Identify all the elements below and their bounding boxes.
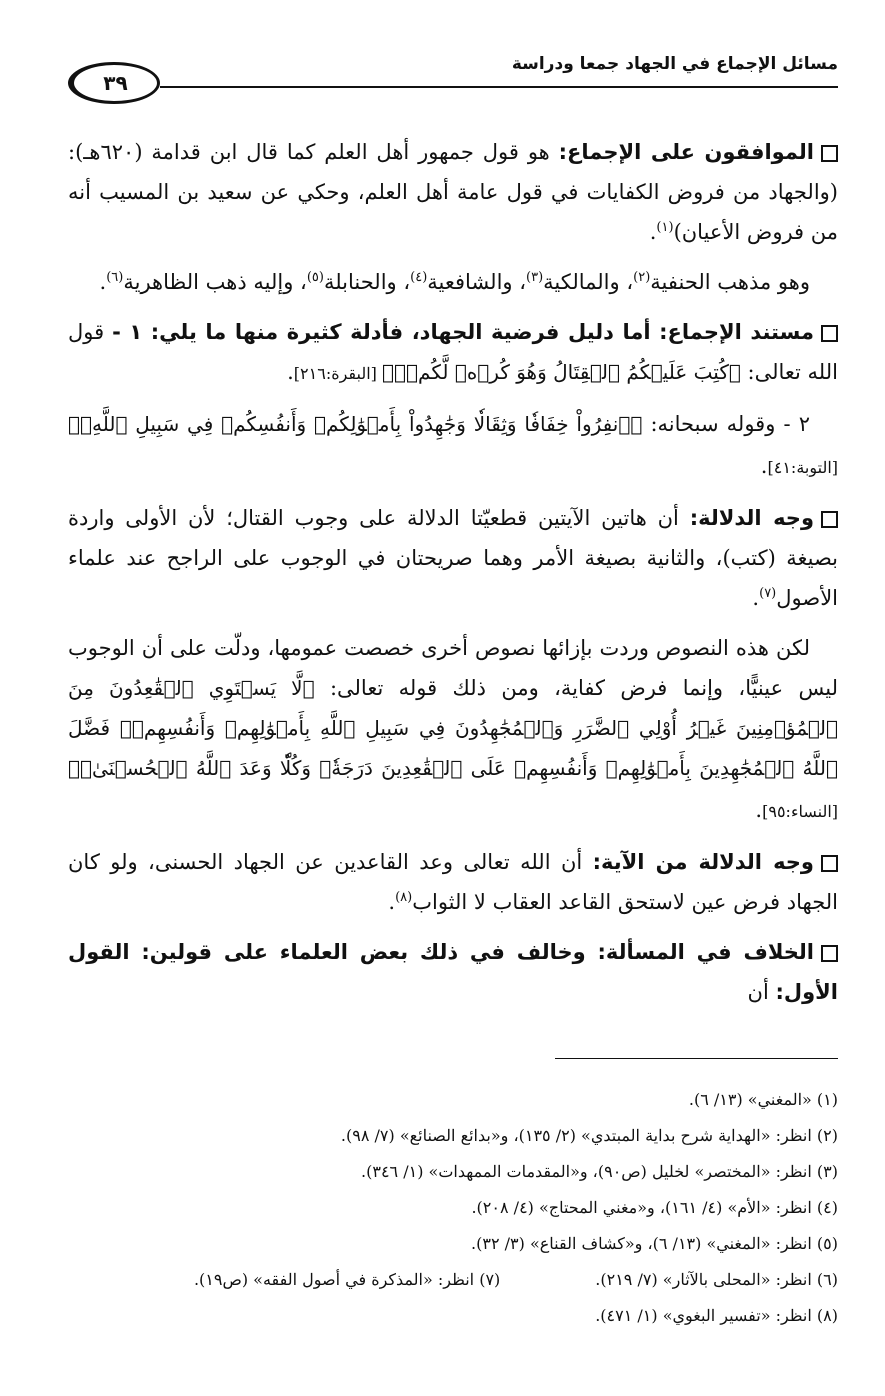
verse-citation: [التوبة:٤١] xyxy=(767,458,838,477)
footnote-ref: (٧) xyxy=(759,586,777,601)
paragraph-disagreement xyxy=(68,932,838,1012)
footnote: (٢) انظر: «الهداية شرح بداية المبتدي» (٢/ ١٣٥)، و«بدائع الصنائع» (٧/ ٩٨). xyxy=(340,1126,838,1145)
paragraph-text: قول الله تعالى: xyxy=(68,320,838,384)
paragraph-text: لكن هذه النصوص وردت بإزائها نصوص أخرى خصصت عمومها، ودلّت على أن الوجوب ليس عينيًّا، وإنما فرض كفاية، ومن ذلك قوله تعالى: xyxy=(68,636,838,700)
footnote-ref: (٨) xyxy=(395,890,413,905)
footnote: (٣) انظر: «المختصر» لخليل (ص٩٠)، و«المقدمات الممهدات» (١/ ٣٤٦). xyxy=(361,1162,838,1181)
verse-citation: [النساء:٩٥] xyxy=(762,802,838,821)
square-bullet-icon xyxy=(821,511,838,528)
section-lead: وجه الدلالة من الآية: xyxy=(592,850,814,874)
verse-citation: [البقرة:٢١٦] xyxy=(293,364,382,383)
paragraph-text: وهو مذهب الحنفية xyxy=(650,270,810,294)
paragraph-second-verse xyxy=(68,404,838,488)
paragraph-text: ، والحنابلة xyxy=(323,270,411,294)
paragraph-text: ٢ - وقوله سبحانه: xyxy=(642,412,810,436)
paragraph-text: ، والشافعية xyxy=(427,270,527,294)
footnote-ref: (١) xyxy=(656,220,674,235)
header-rule xyxy=(160,86,838,88)
footnotes xyxy=(68,1082,838,1334)
period: . xyxy=(760,454,768,478)
footnote: (٧) انظر: «المذكرة في أصول الفقه» (ص١٩). xyxy=(193,1270,501,1289)
period: . xyxy=(287,360,294,384)
quran-verse: ﴿ٱنفِرُواْ خِفَافٗا وَثِقَالٗا وَجَٰهِدُواْ بِأَمۡوَٰلِكُمۡ وَأَنفُسِكُمۡ فِي سَبِيلِ ٱللَّهِۚ﴾ xyxy=(68,412,643,436)
footnote-row xyxy=(68,1262,838,1298)
paragraph-text: أن xyxy=(747,980,776,1004)
paragraph-text: أن الله تعالى وعد القاعدين عن الجهاد الحسنى، ولو كان الجهاد فرض عين لاستحق القاعد العقاب لا الثواب xyxy=(68,850,838,914)
footnote: (٦) انظر: «المحلى بالآثار» (٧/ ٢١٩). xyxy=(595,1270,838,1289)
footnote-ref: (٢) xyxy=(633,270,651,285)
paragraph-madhhabs xyxy=(68,262,838,302)
paragraph-text: ، والمالكية xyxy=(543,270,634,294)
section-lead: الخلاف في المسألة: وخالف في ذلك بعض العلماء على قولين: القول الأول: xyxy=(68,940,838,1004)
quran-verse: ﴿كُتِبَ عَلَيۡكُمُ ٱلۡقِتَالُ وَهُوَ كُرۡهٞ لَّكُمۡۖ﴾ xyxy=(382,360,741,384)
page-number-oval xyxy=(68,62,160,104)
page-number: ٣٩ xyxy=(103,71,128,95)
paragraph-basis xyxy=(68,312,838,394)
running-title: مسائل الإجماع في الجهاد جمعا ودراسة xyxy=(511,54,838,74)
footnote-separator xyxy=(555,1058,838,1059)
paragraph-verse-indication xyxy=(68,842,838,922)
footnote: (٨) انظر: «تفسير البغوي» (١/ ٤٧١). xyxy=(595,1306,838,1325)
footnote: (١) «المغني» (١٣/ ٦). xyxy=(688,1090,838,1109)
section-lead: الموافقون على الإجماع: xyxy=(558,140,814,164)
section-lead: وجه الدلالة: xyxy=(689,506,814,530)
section-lead: مستند الإجماع: أما دليل فرضية الجهاد، فأدلة كثيرة منها ما يلي: ١ - xyxy=(112,320,815,344)
period: . xyxy=(755,798,763,822)
paragraph-text: أن هاتين الآيتين قطعيّتا الدلالة على وجوب القتال؛ لأن الأولى واردة بصيغة (كتب)، والثانية بصيغة الأمر وهما صريحتان في الوجوب على الراجح عند علماء الأصول xyxy=(68,506,838,610)
paragraph-indication xyxy=(68,498,838,618)
paragraph-text: ، وإليه ذهب الظاهرية xyxy=(123,270,307,294)
footnote: (٥) انظر: «المغني» (١٣/ ٦)، و«كشاف القناع» (٣/ ٣٢). xyxy=(471,1234,838,1253)
footnote-ref: (٦) xyxy=(106,270,124,285)
period: . xyxy=(752,586,760,610)
footnote-ref: (٥) xyxy=(306,270,324,285)
page-header xyxy=(68,46,838,106)
period: . xyxy=(649,220,657,244)
square-bullet-icon xyxy=(821,945,838,962)
square-bullet-icon xyxy=(821,855,838,872)
paragraph-agreeing xyxy=(68,132,838,252)
footnote-ref: (٤) xyxy=(410,270,428,285)
footnote-ref: (٣) xyxy=(526,270,544,285)
footnote: (٤) انظر: «الأم» (٤/ ١٦١)، و«مغني المحتاج» (٤/ ٢٠٨). xyxy=(471,1198,838,1217)
period: . xyxy=(99,270,107,294)
square-bullet-icon xyxy=(821,145,838,162)
paragraph-specification xyxy=(68,628,838,832)
quran-verse: ﴿لَّا يَسۡتَوِي ٱلۡقَٰعِدُونَ مِنَ ٱلۡمُؤۡمِنِينَ غَيۡرُ أُوْلِي ٱلضَّرَرِ وَٱلۡمُجَٰهِدُونَ فِي سَبِيلِ ٱللَّهِ بِأَمۡوَٰلِهِمۡ وَأَنفُسِهِمۡۚ فَضَّلَ ٱللَّهُ ٱلۡمُجَٰهِدِينَ بِأَمۡوَٰلِهِمۡ وَأَنفُسِهِمۡ عَلَى ٱلۡقَٰعِدِينَ دَرَجَةٗۚ وَكُلّٗا وَعَدَ ٱللَّهُ ٱلۡحُسۡنَىٰۚ﴾ xyxy=(68,676,838,780)
period: . xyxy=(388,890,396,914)
square-bullet-icon xyxy=(821,325,838,342)
paragraph-text: هو قول جمهور أهل العلم كما قال ابن قدامة (٦٢٠هـ): (والجهاد من فروض الكفايات في قول عامة أهل العلم، وحكي عن سعيد بن المسيب أنه من فروض الأعيان) xyxy=(68,140,838,244)
body-text xyxy=(68,132,838,1022)
